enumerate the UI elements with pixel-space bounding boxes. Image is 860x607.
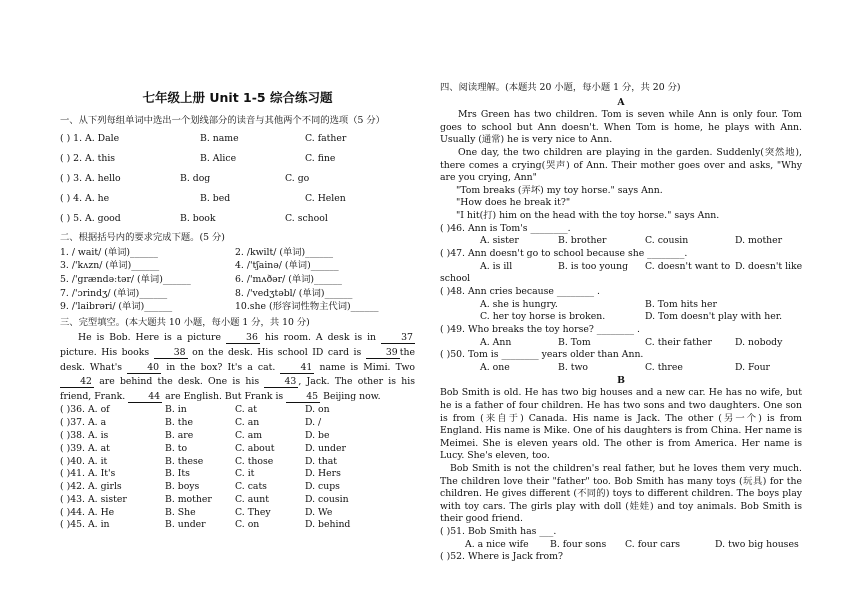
cloze-blank: 42 <box>60 376 94 388</box>
answer-option: C. cousin <box>645 235 689 247</box>
option-a: ( )37. A. a <box>60 417 107 429</box>
cloze-options <box>60 404 415 532</box>
answer-option: A. is ill <box>480 260 513 272</box>
option-d: D. be <box>305 429 330 441</box>
option-d: D. cousin <box>305 493 349 505</box>
option-b: B. the <box>165 417 193 429</box>
passage-paragraph: "Tom breaks (弄坏) my toy horse." says Ann. <box>456 184 663 196</box>
cloze-blank: 40 <box>127 362 161 374</box>
question-option-b: B. dog <box>180 173 211 185</box>
passage-paragraph: "How does he break it?" <box>456 197 571 209</box>
section-3-heading: 三、完型填空。(本大题共 10 小题，每小题 1 分，共 10 分) <box>60 316 310 328</box>
question-options <box>440 311 802 324</box>
passage-paragraph: Bob Smith is old. He has two big houses and a new car. He has no wife, but he is a father of four children. He has two sons and two daughters. One son is from (来自于) Canada. His name is Jack. The other (另一个) is from England. His name is Mike. One of his daughters is from China. Her name is Meimei. She is eleven years old. The other is from America. Her name is Lucy. She's eleven, too. <box>440 387 802 462</box>
passage-a-label: A <box>617 96 625 108</box>
phonetic-row <box>60 260 415 274</box>
cloze-blank: 37 <box>381 332 415 344</box>
cloze-blank: 39 <box>366 347 400 359</box>
phonetic-item: 2. /kwilt/ (单词)______ <box>235 246 334 258</box>
option-b: B. to <box>165 442 188 454</box>
page-title: 七年级上册 Unit 1-5 综合练习题 <box>142 90 333 105</box>
question-option-c: C. fine <box>305 153 336 165</box>
cloze-blank: 41 <box>280 362 314 374</box>
option-c: C. at <box>235 404 257 416</box>
right-column <box>440 80 802 564</box>
answer-option: A. a nice wife <box>465 538 529 550</box>
option-d: D. that <box>305 455 338 467</box>
answer-option: D. nobody <box>735 336 783 348</box>
question-row <box>60 129 415 149</box>
question-stem: ( )51. Bob Smith has ___. <box>440 526 557 537</box>
question-stem: ( )49. Who breaks the toy horse? ________ . <box>440 324 640 336</box>
option-b: B. these <box>165 455 204 467</box>
question-option-b: B. name <box>200 133 239 145</box>
phonetic-item: 10.she (形容词性物主代词)______ <box>235 301 379 313</box>
cloze-blank: 36 <box>226 332 260 344</box>
section-2-items <box>60 247 415 315</box>
passage-paragraph: Bob Smith is not the children's real father, but he loves them very much. The children love their "father" too. Bob Smith has many toys (玩具) for the children. He gives different (不同的) toys to different children. The boys play with toy cars. The girls play with doll (娃娃) and toy animals. Bob Smith is their good friend. <box>440 463 802 525</box>
phonetic-row <box>60 274 415 288</box>
passage-a <box>440 109 802 222</box>
passage-paragraph: One day, the two children are playing in the garden. Suddenly(突然地), there comes a crying(哭声) of Ann. Their mother goes over and asks, "Why are you crying, Ann" <box>440 146 802 184</box>
answer-option: D. doesn't like <box>735 260 803 272</box>
option-c: C. am <box>235 429 263 441</box>
cloze-option-row <box>60 417 415 430</box>
cloze-blank: 45 <box>286 391 320 403</box>
question-stem: ( )46. Ann is Tom's ________. <box>440 222 571 234</box>
option-a: ( )36. A. of <box>60 404 110 416</box>
passage-b-label: B <box>617 374 625 386</box>
option-a: ( )44. A. He <box>60 506 115 518</box>
answer-option: A. one <box>480 362 510 374</box>
answer-option: C. their father <box>645 336 712 348</box>
answer-option: D. two big houses <box>715 538 799 550</box>
question-option-a: ( ) 3. A. hello <box>60 173 121 185</box>
option-d: D. cups <box>305 481 340 493</box>
question-stem: ( )47. Ann doesn't go to school because she ________. <box>440 247 688 259</box>
option-a: ( )38. A. is <box>60 429 109 441</box>
option-d: D. / <box>305 417 322 429</box>
question-options <box>440 539 802 552</box>
answer-option: B. four sons <box>550 538 607 550</box>
option-d: D. behind <box>305 519 351 531</box>
cloze-blank: 38 <box>154 347 188 359</box>
question-row <box>60 149 415 169</box>
option-c: C. about <box>235 442 275 454</box>
option-a: ( )42. A. girls <box>60 481 122 493</box>
answer-option: B. Tom hits her <box>645 298 717 310</box>
option-b: B. Its <box>165 468 190 480</box>
option-b: B. She <box>165 506 196 518</box>
answer-option: C. four cars <box>625 538 681 550</box>
question-option-c: C. father <box>305 133 347 145</box>
option-b: B. boys <box>165 481 200 493</box>
answer-option: C. her toy horse is broken. <box>480 311 606 323</box>
question-option-a: ( ) 4. A. he <box>60 193 110 205</box>
answer-option: B. two <box>558 362 589 374</box>
phonetic-row <box>60 301 415 315</box>
question-options <box>440 299 802 312</box>
section-1-items <box>60 129 415 229</box>
question-options <box>440 235 802 248</box>
passage-a-questions <box>440 223 802 375</box>
answer-option: B. Tom <box>558 336 591 348</box>
cloze-option-row <box>60 468 415 481</box>
answer-option: A. Ann <box>480 336 512 348</box>
cloze-option-row <box>60 481 415 494</box>
option-b: B. are <box>165 429 194 441</box>
section-2-heading: 二、根据括号内的要求完成下题。(5 分) <box>60 232 225 244</box>
question-stem: ( )52. Where is Jack from? <box>440 551 563 563</box>
question-option-a: ( ) 2. A. this <box>60 153 116 165</box>
cloze-option-row <box>60 494 415 507</box>
question-option-c: C. go <box>285 173 310 185</box>
answer-option: B. brother <box>558 235 607 247</box>
option-d: D. under <box>305 442 346 454</box>
passage-b-questions <box>440 526 802 564</box>
answer-option: B. is too young <box>558 260 629 272</box>
answer-option: D. Four <box>735 362 771 374</box>
option-b: B. in <box>165 404 187 416</box>
option-c: C. an <box>235 417 260 429</box>
passage-paragraph: "I hit(打) him on the head with the toy horse." says Ann. <box>456 209 720 221</box>
question-option-a: ( ) 5. A. good <box>60 213 121 225</box>
phonetic-item: 8. /'vedʒtəbl/ (单词)______ <box>235 287 353 299</box>
cloze-option-row <box>60 456 415 469</box>
question-row <box>60 169 415 189</box>
cloze-option-row <box>60 404 415 417</box>
option-b: B. mother <box>165 493 212 505</box>
phonetic-row <box>60 247 415 261</box>
phonetic-row <box>60 288 415 302</box>
answer-option: C. doesn't want to <box>645 260 731 272</box>
option-c: C. They <box>235 506 271 518</box>
answer-option: C. three <box>645 362 683 374</box>
option-b: B. under <box>165 519 206 531</box>
phonetic-item: 7. /'ɔrindʒ/ (单词)______ <box>60 287 168 299</box>
option-c: C. aunt <box>235 493 269 505</box>
answer-option: D. mother <box>735 235 783 247</box>
cloze-option-row <box>60 430 415 443</box>
option-c: C. it <box>235 468 255 480</box>
question-options <box>440 261 802 274</box>
option-a: ( )43. A. sister <box>60 493 127 505</box>
phonetic-item: 1. / wait/ (单词)______ <box>60 246 158 258</box>
option-d: D. Hers <box>305 468 341 480</box>
question-row <box>60 189 415 209</box>
cloze-option-row <box>60 519 415 532</box>
option-a: ( )45. A. in <box>60 519 110 531</box>
question-option-c: C. school <box>285 213 328 225</box>
question-option-c: C. Helen <box>305 193 346 205</box>
option-continuation: school <box>440 273 471 285</box>
option-a: ( )41. A. It's <box>60 468 116 480</box>
cloze-blank: 43 <box>264 376 298 388</box>
question-option-b: B. book <box>180 213 216 225</box>
phonetic-item: 3. /'kʌzn/ (单词)______ <box>60 260 160 272</box>
passage-b <box>440 387 802 526</box>
option-c: C. those <box>235 455 274 467</box>
question-row <box>60 209 415 229</box>
passage-paragraph: Mrs Green has two children. Tom is seven while Ann is only four. Tom goes to school but Ann doesn't. When Tom is home, he plays with Ann. Usually (通常) he is very nice to Ann. <box>440 109 802 146</box>
answer-option: A. she is hungry. <box>480 298 558 310</box>
cloze-passage: He is Bob. Here is a picture 36 his room. A desk is in 37 picture. His books 38 on the desk. His school ID card is 39 the desk. What's 40 in the box? It's a cat. 41 name is Mimi. Two 42 are behind the desk. One is his 43 , Jack. The other is his friend, Frank. 44 are English. But Frank is 45 Beijing now. <box>60 332 416 402</box>
option-d: D. We <box>305 506 333 518</box>
option-c: C. on <box>235 519 260 531</box>
phonetic-item: 9. /'laibrəri/ (单词)______ <box>60 301 173 313</box>
phonetic-item: 5. /'grændəːtər/ (单词)______ <box>60 273 191 285</box>
answer-option: A. sister <box>480 235 519 247</box>
question-option-b: B. Alice <box>200 153 237 165</box>
answer-option: D. Tom doesn't play with her. <box>645 311 783 323</box>
option-c: C. cats <box>235 481 267 493</box>
left-column <box>60 92 415 532</box>
option-d: D. on <box>305 404 330 416</box>
cloze-blank: 44 <box>128 391 162 403</box>
question-options <box>440 337 802 350</box>
question-stem: ( )48. Ann cries because ________ . <box>440 285 600 297</box>
question-option-a: ( ) 1. A. Dale <box>60 133 120 145</box>
question-options <box>440 362 802 375</box>
phonetic-item: 6. /'mʌðər/ (单词)______ <box>235 273 342 285</box>
section-1-heading: 一、从下列每组单词中选出一个划线部分的读音与其他两个不同的选项（5 分） <box>60 114 385 126</box>
cloze-option-row <box>60 443 415 456</box>
option-a: ( )40. A. it <box>60 455 108 467</box>
option-a: ( )39. A. at <box>60 442 110 454</box>
phonetic-item: 4. /'tʃainə/ (单词)______ <box>235 260 339 272</box>
cloze-option-row <box>60 507 415 520</box>
section-4-heading: 四、阅读理解。(本题共 20 小题，每小题 1 分，共 20 分) <box>440 82 681 93</box>
question-stem: ( )50. Tom is ________ years older than Ann. <box>440 349 644 361</box>
question-option-b: B. bed <box>200 193 231 205</box>
